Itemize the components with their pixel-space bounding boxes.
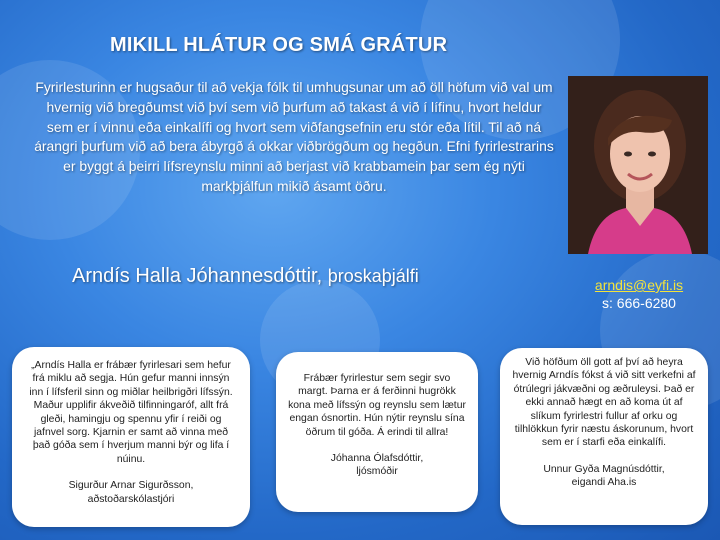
testimonial-card (276, 352, 478, 512)
contact-email-link[interactable]: arndis@eyfi.is (594, 277, 684, 293)
testimonial-author-title: ljósmóðir (356, 466, 398, 478)
slide-title: MIKILL HLÁTUR OG SMÁ GRÁTUR (110, 34, 448, 56)
testimonial-author-title: aðstoðarskólastjóri (87, 493, 175, 505)
testimonial-quote: Við höfðum öll gott af því að heyra hvernig Arndís fókst á við sitt verkefni af ótrúlegri jákvæðni og æðruleysi. Það er ekki annað hægt en að koma út af slíkum fyrirlestri fullur af orku og tilhlökkun fyrir næstu áskorunum, hvort sem er í starfi eða einkalífi. (512, 357, 696, 449)
testimonial-author: Jóhanna Ólafsdóttir, (330, 453, 424, 465)
intro-paragraph: Fyrirlesturinn er hugsaður til að vekja fólk til umhugsunar um að öll höfum við val um hvernig við bregðumst við því sem við þurfum að takast á við í lífinu, hvort heldur sem er í vinnu eða einkalífi og hvort sem viðfangsefnin eru stór eða lítil. Til að ná árangri þurfum við að bera ábyrgð á okkar viðbrögðum og hegðun. Efni fyrirlestrarins er byggt á þeirri lífsreynslu minni að berjast við krabbamein þar sem ég nýti markþjálfun mikið ásamt öðru. (34, 79, 554, 194)
testimonial-author-title: eigandi Aha.is (571, 477, 637, 489)
testimonial-author: Unnur Gyða Magnúsdóttir, (543, 463, 665, 475)
testimonial-quote: Frábær fyrirlestur sem segir svo margt. Þarna er á ferðinni hugrökk kona með lífssýn og reynslu sem lætur engan ósnortin. Hún nýtir reynslu sína öðrum til góða. Á erindi til allra! (288, 373, 466, 438)
speaker-name: Arndís Halla Jóhannesdóttir, (72, 265, 328, 287)
testimonial-card (500, 348, 708, 525)
contact-info (566, 276, 712, 312)
testimonial-author: Sigurður Arnar Sigurðsson, (68, 480, 194, 492)
speaker-role: þroskaþjálfi (327, 266, 419, 286)
contact-phone: s: 666-6280 (602, 295, 676, 311)
portrait-image (568, 76, 708, 254)
testimonial-quote: „Arndís Halla er frábær fyrirlesari sem hefur frá miklu að segja. Hún gefur manni innsýn inn í lífsferil sinn og miðlar heilbrigðri lífssýn. Maður upplifir ákveðið tilfinningaróf, allt frá gleði, hamingju og spennu yfir í reiði og jafnvel sorg. Kjarnin er samt að vinna með það góða sem í hverjum manni býr og lifa í núinu. (29, 360, 233, 465)
speaker-line (72, 265, 542, 288)
testimonial-card (12, 347, 250, 527)
speaker-photo (568, 76, 708, 254)
